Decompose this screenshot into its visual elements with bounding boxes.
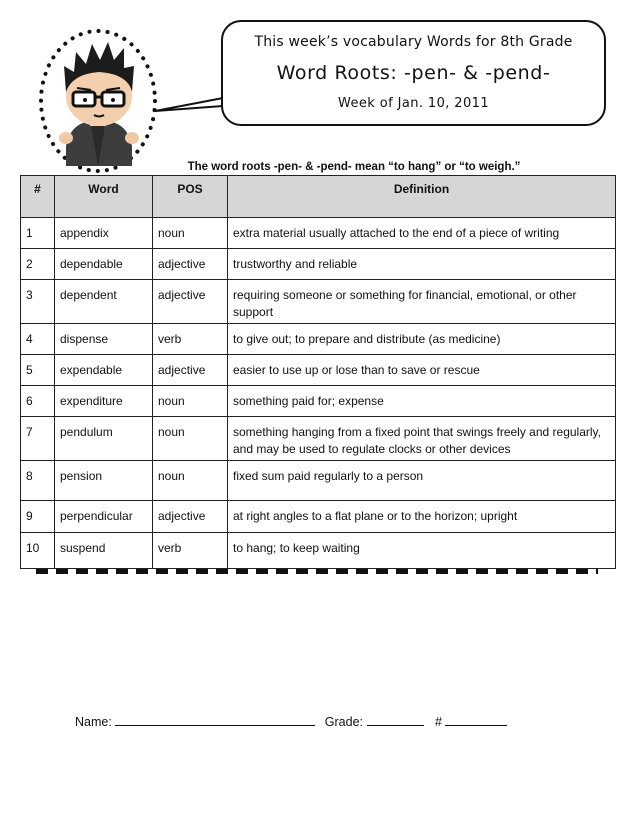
- number-label: #: [434, 715, 442, 729]
- row-number: 4: [21, 324, 55, 355]
- table-row: [21, 355, 616, 386]
- number-blank[interactable]: [445, 713, 507, 726]
- row-word: pendulum: [55, 417, 153, 461]
- row-pos: adjective: [153, 280, 228, 324]
- row-word: perpendicular: [55, 501, 153, 533]
- vocabulary-table: [20, 175, 616, 569]
- row-definition: to hang; to keep waiting: [228, 533, 616, 569]
- row-pos: noun: [153, 218, 228, 249]
- table-header-row: [21, 176, 616, 218]
- grade-blank[interactable]: [367, 713, 424, 726]
- row-definition: extra material usually attached to the end of a piece of writing: [228, 218, 616, 249]
- row-definition: easier to use up or lose than to save or rescue: [228, 355, 616, 386]
- row-number: 6: [21, 386, 55, 417]
- row-pos: adjective: [153, 355, 228, 386]
- row-word: pension: [55, 461, 153, 501]
- row-word: dependable: [55, 249, 153, 280]
- table-row: [21, 461, 616, 501]
- table-row: [21, 417, 616, 461]
- header-week: Week of Jan. 10, 2011: [337, 96, 489, 111]
- table-row: [21, 386, 616, 417]
- header-title: Word Roots: -pen- & -pend-: [276, 62, 551, 84]
- row-word: expenditure: [55, 386, 153, 417]
- row-pos: noun: [153, 417, 228, 461]
- row-definition: something hanging from a fixed point that swings freely and regularly, and may be used to regulate clocks or other devices: [228, 417, 616, 461]
- row-definition: something paid for; expense: [228, 386, 616, 417]
- row-pos: noun: [153, 461, 228, 501]
- row-number: 8: [21, 461, 55, 501]
- row-definition: at right angles to a flat plane or to the horizon; upright: [228, 501, 616, 533]
- table-row: [21, 218, 616, 249]
- row-number: 1: [21, 218, 55, 249]
- row-word: suspend: [55, 533, 153, 569]
- name-blank[interactable]: [115, 713, 315, 726]
- table-row: [21, 501, 616, 533]
- table-row: [21, 533, 616, 569]
- header-speech-bubble: [221, 20, 606, 126]
- header-word: Word: [55, 176, 153, 218]
- row-pos: adjective: [153, 249, 228, 280]
- row-number: 7: [21, 417, 55, 461]
- grade-label: Grade:: [324, 715, 364, 729]
- row-pos: verb: [153, 324, 228, 355]
- table-row: [21, 280, 616, 324]
- row-definition: to give out; to prepare and distribute (as medicine): [228, 324, 616, 355]
- row-word: appendix: [55, 218, 153, 249]
- row-number: 9: [21, 501, 55, 533]
- teacher-avatar: [36, 26, 161, 176]
- row-number: 2: [21, 249, 55, 280]
- row-number: 3: [21, 280, 55, 324]
- header-pos: POS: [153, 176, 228, 218]
- cartoon-teacher-avatar-icon: [36, 26, 161, 176]
- name-label: Name:: [75, 715, 112, 729]
- row-pos: adjective: [153, 501, 228, 533]
- speech-bubble-tail: [155, 92, 225, 114]
- row-definition: fixed sum paid regularly to a person: [228, 461, 616, 501]
- table-row: [21, 324, 616, 355]
- header-definition: Definition: [228, 176, 616, 218]
- row-number: 5: [21, 355, 55, 386]
- roots-meaning-note: The word roots -pen- & -pend- mean “to hang” or “to weigh.”: [187, 161, 521, 173]
- row-word: dispense: [55, 324, 153, 355]
- row-word: expendable: [55, 355, 153, 386]
- row-pos: noun: [153, 386, 228, 417]
- header-number: #: [21, 176, 55, 218]
- header-grade-line: This week’s vocabulary Words for 8th Grade: [254, 34, 573, 50]
- table-row: [21, 249, 616, 280]
- student-info-footer: [75, 713, 507, 729]
- row-pos: verb: [153, 533, 228, 569]
- row-word: dependent: [55, 280, 153, 324]
- row-number: 10: [21, 533, 55, 569]
- row-definition: requiring someone or something for financial, emotional, or other support: [228, 280, 616, 324]
- row-definition: trustworthy and reliable: [228, 249, 616, 280]
- dashed-cut-line: [36, 569, 598, 574]
